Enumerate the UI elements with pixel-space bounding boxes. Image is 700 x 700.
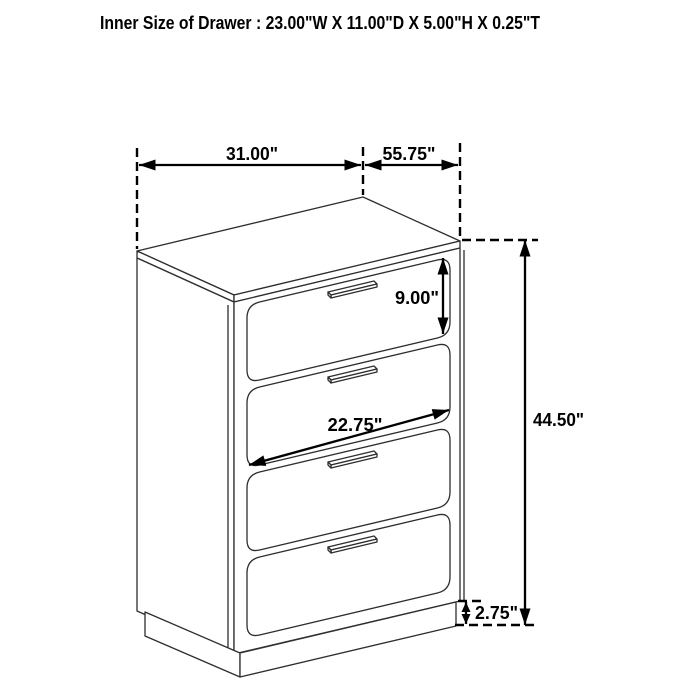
diagram-title: Inner Size of Drawer : 23.00"W X 11.00"D X 5.00"H X 0.25"T <box>100 13 540 33</box>
dimension-label-top-depth: 55.75" <box>382 144 436 164</box>
dimension-label-base-height: 2.75" <box>475 603 518 623</box>
dimension-label-drawer-height: 9.00" <box>395 288 439 308</box>
dimension-label-drawer-width: 22.75" <box>327 415 383 435</box>
chest-left-panel <box>137 258 234 654</box>
chest-drawing <box>137 197 464 677</box>
dimension-label-top-width: 31.00" <box>226 144 278 164</box>
dimension-label-overall-height: 44.50" <box>533 410 584 430</box>
dimension-overall-height <box>525 240 584 625</box>
dimension-top-depth <box>365 144 458 165</box>
dimension-top-width <box>139 144 361 165</box>
dimension-base-height <box>466 602 518 624</box>
